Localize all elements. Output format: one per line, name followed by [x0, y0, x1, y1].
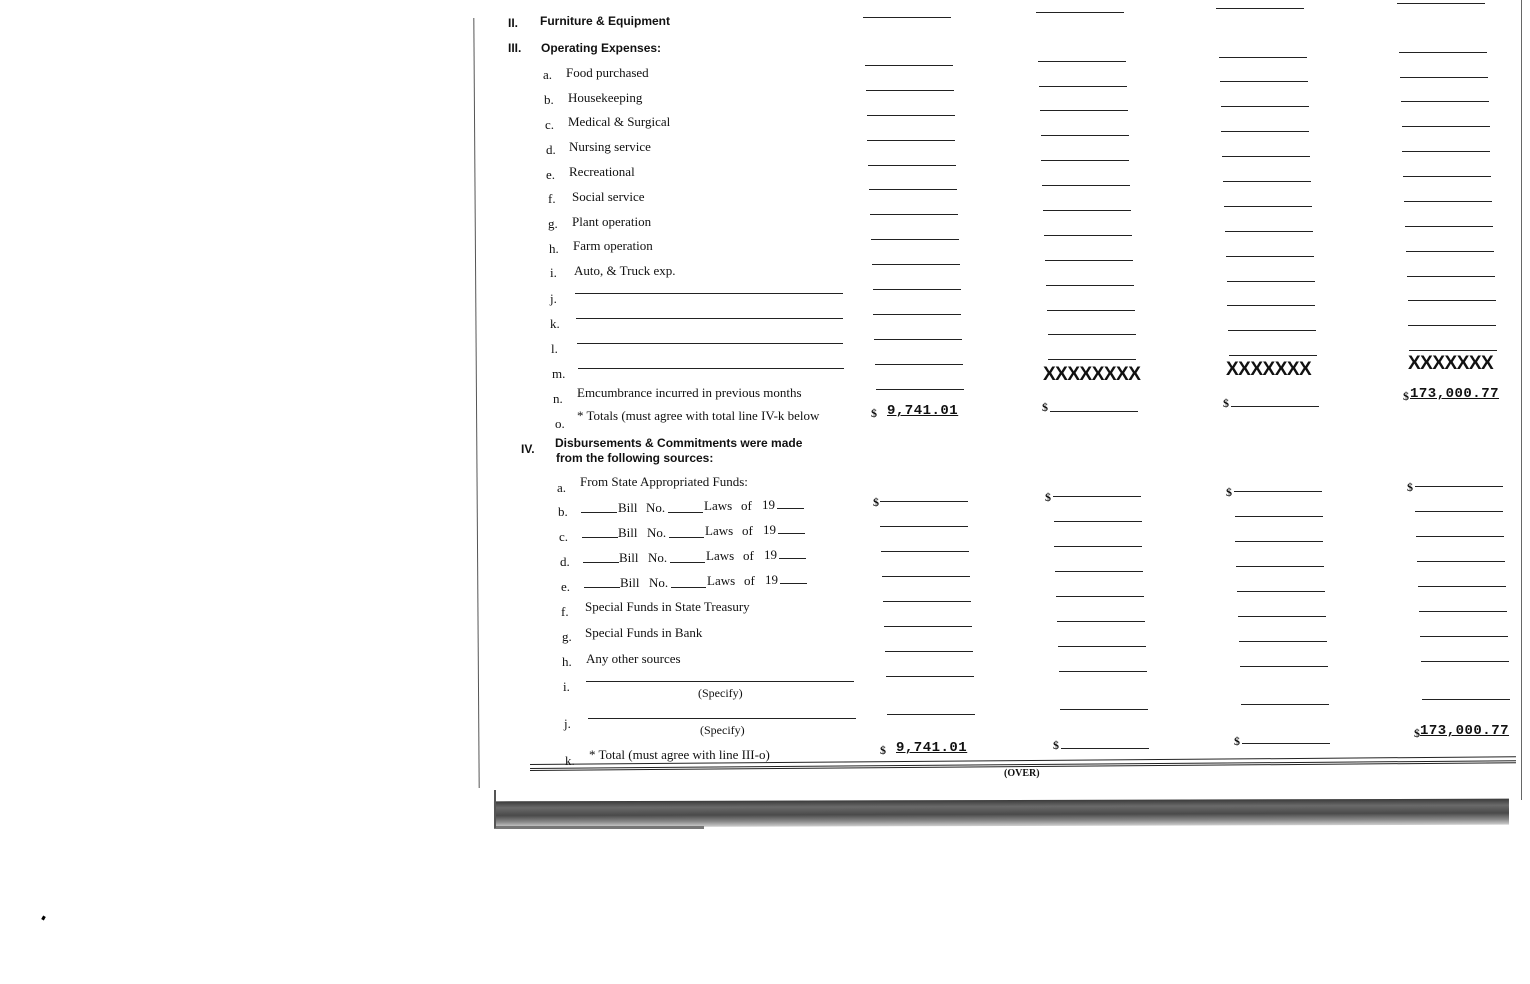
col4-line [1402, 126, 1490, 127]
dollar-sign: $ [1226, 485, 1232, 499]
col4-line [1397, 3, 1485, 4]
item-letter: j. [550, 291, 557, 306]
item-letter: i. [550, 265, 557, 280]
no-blank [670, 562, 705, 563]
section-ii-number: II. [508, 16, 519, 30]
item-letter: h. [549, 241, 559, 256]
item-label-recreational: Recreational [569, 164, 635, 179]
col3-line [1216, 8, 1304, 9]
col4-total-iii: 173,000.77 [1410, 386, 1500, 402]
item-letter: n. [553, 391, 563, 406]
item-label-social: Social service [572, 189, 645, 204]
blank-line [575, 293, 843, 294]
bill-blank [581, 512, 617, 513]
col1-line [872, 264, 960, 265]
item-letter: c. [545, 117, 555, 132]
col3-line [1228, 330, 1316, 331]
col3-line [1223, 181, 1311, 182]
item-letter: b. [544, 92, 554, 107]
dollar-sign: $ [1234, 734, 1240, 748]
bill-blank [582, 537, 618, 538]
col4-line [1409, 350, 1497, 351]
item-label-food: Food purchased [566, 65, 649, 80]
section-iii-title: Operating Expenses: [541, 41, 662, 55]
of-label: of [741, 498, 752, 513]
col1-line [880, 526, 968, 527]
col2-line [1040, 110, 1128, 111]
no-blank [671, 587, 706, 588]
year-blank [779, 558, 806, 559]
item-letter: g. [548, 216, 558, 231]
col4-line [1399, 52, 1487, 53]
item-letter: m. [552, 366, 566, 381]
scan-binding-vertical [494, 790, 496, 828]
col2-xxx-mark: XXXXXXXX [1043, 364, 1141, 385]
scan-binding-strip [494, 799, 1509, 828]
item-letter: l. [551, 341, 558, 356]
specify-caption: (Specify) [698, 686, 743, 700]
col4-line [1402, 151, 1490, 152]
col2-line [1058, 646, 1146, 647]
col2-line [1048, 359, 1136, 360]
section-iv-number: IV. [521, 442, 535, 456]
section-iv-title-2: from the following sources: [556, 451, 714, 465]
item-label-total-iv: * Total (must agree with line III-o) [589, 747, 770, 762]
item-letter: f. [548, 191, 556, 206]
bill-label: Bill [618, 500, 638, 515]
bill-label: Bill [618, 525, 638, 540]
item-label-nursing: Nursing service [569, 139, 651, 154]
laws-label: Laws [704, 498, 733, 513]
item-letter: j. [564, 716, 571, 731]
col1-line [867, 140, 955, 141]
col4-line [1400, 77, 1488, 78]
item-letter: g. [562, 629, 572, 644]
dollar-sign: $ [1407, 480, 1413, 494]
item-letter: h. [562, 654, 572, 669]
col1-line [881, 551, 969, 552]
col4-line [1418, 586, 1506, 587]
item-letter: a. [557, 480, 567, 495]
col1-line [873, 314, 961, 315]
col3-line [1219, 57, 1307, 58]
year-blank [778, 533, 805, 534]
col1-line [874, 339, 962, 340]
col2-total-line [1050, 411, 1138, 412]
col2-line [1054, 546, 1142, 547]
laws-label: Laws [705, 523, 734, 538]
col2-line [1042, 185, 1130, 186]
col4-line [1404, 201, 1492, 202]
col4-line [1415, 511, 1503, 512]
col1-line [883, 601, 971, 602]
item-letter: b. [558, 504, 568, 519]
bill-blank [583, 562, 619, 563]
col3-line [1222, 156, 1310, 157]
item-letter: o. [555, 416, 565, 431]
item-label-state-funds: From State Appropriated Funds: [580, 474, 748, 489]
of-label: of [744, 573, 755, 588]
item-label-plant: Plant operation [572, 214, 652, 229]
col4-total-iv: 173,000.77 [1420, 723, 1510, 739]
col1-line [880, 501, 968, 502]
bill-label: Bill [619, 550, 639, 565]
bill-label: Bill [620, 575, 640, 590]
col4-line [1405, 226, 1493, 227]
section-iv-title-1: Disbursements & Commitments were made [555, 436, 803, 450]
col4-line [1406, 251, 1494, 252]
col4-line [1422, 699, 1510, 700]
col2-line [1043, 210, 1131, 211]
col2-line [1046, 285, 1134, 286]
col3-line [1237, 591, 1325, 592]
item-label-totals: * Totals (must agree with total line IV-k below [577, 408, 820, 423]
no-blank [668, 512, 703, 513]
item-letter: c. [559, 529, 569, 544]
col1-line [871, 239, 959, 240]
dollar-sign: $ [1414, 726, 1420, 740]
dollar-sign: $ [880, 743, 886, 757]
col1-line [885, 651, 973, 652]
col3-line [1240, 666, 1328, 667]
col3-line [1221, 106, 1309, 107]
col4-line [1419, 611, 1507, 612]
col3-line [1221, 131, 1309, 132]
col3-line [1235, 516, 1323, 517]
col1-line [867, 115, 955, 116]
item-letter: d. [546, 142, 556, 157]
col1-line [884, 626, 972, 627]
year-blank [780, 583, 807, 584]
section-iii-number: III. [508, 41, 522, 55]
dollar-sign: $ [1042, 400, 1048, 414]
col2-total-line [1061, 748, 1149, 749]
item-letter: f. [561, 604, 569, 619]
of-label: of [742, 523, 753, 538]
col2-line [1045, 260, 1133, 261]
col3-line [1224, 206, 1312, 207]
col1-line [887, 714, 975, 715]
item-letter: e. [561, 579, 571, 594]
specify-line [586, 681, 854, 682]
item-letter: d. [560, 554, 570, 569]
col3-line [1236, 566, 1324, 567]
col1-line [870, 214, 958, 215]
col1-line [869, 189, 957, 190]
col3-total-line [1242, 743, 1330, 744]
col3-line [1225, 231, 1313, 232]
blank-line [577, 343, 843, 344]
no-label: No. [647, 525, 667, 540]
col4-line [1415, 486, 1503, 487]
col1-line [868, 165, 956, 166]
item-letter: a. [543, 67, 553, 82]
col4-line [1407, 276, 1495, 277]
col1-total-iii: 9,741.01 [887, 403, 959, 419]
item-label-medical: Medical & Surgical [568, 114, 671, 129]
col2-line [1056, 596, 1144, 597]
scan-binding-edge [494, 826, 704, 829]
laws-label: Laws [707, 573, 736, 588]
col3-total-line [1231, 406, 1319, 407]
dollar-sign: $ [1403, 389, 1409, 403]
dollar-sign: $ [1223, 396, 1229, 410]
bill-blank [584, 587, 620, 588]
col1-line [886, 676, 974, 677]
page-left-edge [473, 18, 479, 788]
dollar-sign: $ [1045, 490, 1051, 504]
col2-line [1048, 334, 1136, 335]
item-letter: k. [550, 316, 560, 331]
item-label-special-treasury: Special Funds in State Treasury [585, 599, 750, 614]
laws-label: Laws [706, 548, 735, 563]
col4-line [1421, 661, 1509, 662]
col3-line [1229, 355, 1317, 356]
col1-line [863, 17, 951, 18]
col2-line [1057, 621, 1145, 622]
col4-line [1408, 325, 1496, 326]
col2-line [1054, 521, 1142, 522]
blank-line [578, 368, 844, 369]
col2-line [1053, 496, 1141, 497]
col1-line [873, 289, 961, 290]
specify-line [588, 718, 856, 719]
dollar-sign: $ [873, 495, 879, 509]
col4-line [1408, 300, 1496, 301]
item-label-special-bank: Special Funds in Bank [585, 625, 703, 640]
dollar-sign: $ [1053, 738, 1059, 752]
col1-line [866, 90, 954, 91]
col1-line [865, 65, 953, 66]
col4-xxx-mark: XXXXXXX [1408, 353, 1494, 374]
year-label: 19 [763, 522, 776, 537]
no-blank [669, 537, 704, 538]
col3-xxx-mark: XXXXXXX [1226, 359, 1312, 380]
col3-line [1227, 281, 1315, 282]
item-label-farm: Farm operation [573, 238, 653, 253]
col2-line [1041, 160, 1129, 161]
col3-line [1238, 616, 1326, 617]
year-label: 19 [764, 547, 777, 562]
col2-line [1039, 86, 1127, 87]
over-label: (OVER) [1004, 768, 1040, 779]
col1-total-iv: 9,741.01 [896, 740, 968, 756]
year-blank [777, 508, 804, 509]
col2-line [1055, 571, 1143, 572]
col3-line [1226, 256, 1314, 257]
col3-line [1241, 704, 1329, 705]
col2-line [1041, 135, 1129, 136]
col4-line [1401, 101, 1489, 102]
item-label-encumbrance: Emcumbrance incurred in previous months [577, 385, 802, 400]
col3-line [1227, 305, 1315, 306]
scan-speck [41, 916, 46, 921]
col2-line [1059, 671, 1147, 672]
blank-line [576, 318, 843, 319]
col2-line [1036, 12, 1124, 13]
col2-line [1047, 310, 1135, 311]
col4-line [1403, 176, 1491, 177]
item-letter: i. [563, 679, 570, 694]
col1-line [875, 364, 963, 365]
item-letter: e. [546, 167, 556, 182]
col1-line [882, 576, 970, 577]
year-label: 19 [765, 572, 778, 587]
col3-line [1234, 491, 1322, 492]
no-label: No. [648, 550, 668, 565]
section-ii-title: Furniture & Equipment [540, 14, 670, 28]
year-label: 19 [762, 497, 775, 512]
col4-line [1420, 636, 1508, 637]
col3-line [1239, 641, 1327, 642]
col4-line [1416, 536, 1504, 537]
col2-line [1038, 61, 1126, 62]
item-label-housekeeping: Housekeeping [568, 90, 643, 105]
item-label-other-sources: Any other sources [586, 651, 681, 666]
page-right-edge [1521, 0, 1522, 800]
col3-line [1220, 81, 1308, 82]
col2-line [1044, 235, 1132, 236]
item-label-auto: Auto, & Truck exp. [574, 263, 676, 278]
dollar-sign: $ [871, 406, 877, 420]
col4-line [1417, 561, 1505, 562]
col1-line [876, 389, 964, 390]
col2-line [1060, 709, 1148, 710]
of-label: of [743, 548, 754, 563]
no-label: No. [646, 500, 666, 515]
col3-line [1235, 541, 1323, 542]
specify-caption: (Specify) [700, 723, 745, 737]
no-label: No. [649, 575, 669, 590]
item-letter: k. [565, 753, 575, 768]
